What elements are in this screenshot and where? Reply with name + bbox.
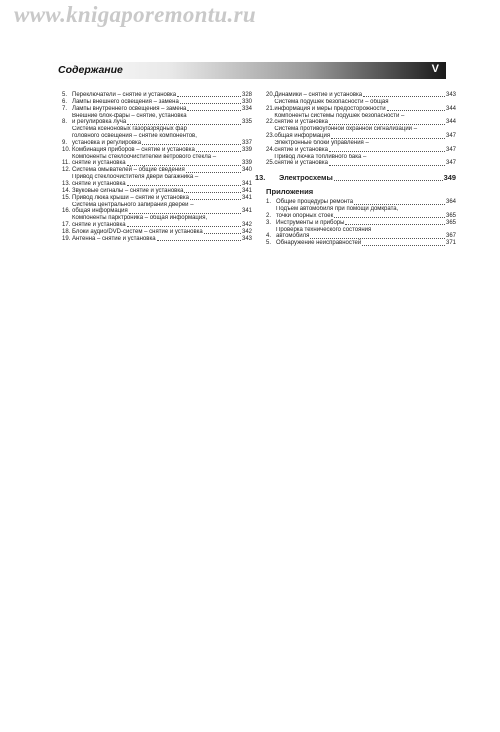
page-roman-number: V [431, 63, 439, 75]
toc-appendix-entries [266, 199, 456, 247]
toc-entry[interactable] [266, 140, 456, 154]
dot-leader [329, 151, 445, 152]
toc-entry[interactable] [62, 154, 252, 168]
entry-title-line: Система центрального запирания дверей – [72, 201, 194, 208]
entry-number: 7. [62, 105, 68, 112]
section-header-bar [51, 62, 446, 79]
entry-page-number: 340 [241, 167, 252, 174]
entry-number: 9. [62, 139, 68, 146]
dot-leader [196, 151, 241, 152]
entry-title-line: общая информация [72, 208, 128, 215]
entry-title-line: Общие процедуры ремонта [276, 199, 354, 206]
toc-entry[interactable] [266, 113, 456, 127]
toc-entry[interactable] [266, 126, 456, 140]
dot-leader [142, 144, 241, 145]
entry-number: 5. [62, 92, 68, 98]
entry-title-line: Внешние блок-фары – снятие, установка [72, 112, 187, 119]
entry-title-line: снятие и установка [72, 160, 126, 167]
entry-page-number: 344 [445, 105, 456, 112]
entry-title-line: снятие и установка [72, 222, 126, 229]
dot-leader [329, 124, 445, 125]
entry-page-number: 328 [241, 92, 252, 98]
entry-title-line: Компоненты системы подушек безопасности – [274, 112, 405, 119]
entry-number: 14. [62, 187, 71, 194]
entry-number: 18. [62, 228, 71, 235]
dot-leader [329, 165, 445, 166]
entry-title-line: автомобиля [276, 233, 310, 240]
entry-title-line: Подъем автомобиля при помощи домкрата, [276, 205, 399, 212]
entry-number: 21. [266, 105, 275, 112]
toc-right-column [255, 92, 456, 247]
entry-page-number: 342 [241, 222, 252, 229]
toc-entry[interactable] [62, 147, 252, 154]
entry-title-line: Антенна – снятие и установка [72, 235, 156, 242]
entry-title-line: Лампы внешнего освещения – замена [72, 98, 179, 105]
entry-page-number: 334 [241, 105, 252, 112]
entry-number: 25. [266, 160, 275, 167]
toc-entry[interactable] [266, 154, 456, 168]
entry-title-line: и регулировка луча [72, 119, 127, 126]
entry-title-line: информация и меры предосторожности [274, 105, 386, 112]
dot-leader [187, 110, 241, 111]
entry-number: 3. [266, 219, 272, 226]
toc-entry[interactable] [266, 99, 456, 113]
dot-leader [204, 233, 241, 234]
dot-leader [310, 238, 445, 239]
toc-right-entries [266, 92, 456, 167]
entry-number: 19. [62, 235, 71, 242]
entry-title-line: снятие и установка [72, 180, 126, 187]
entry-title-line: Переключатели – снятие и установка [72, 92, 177, 98]
toc-entry[interactable] [62, 99, 252, 106]
toc-entry[interactable] [62, 167, 252, 174]
chapter-number: 13. [255, 173, 266, 183]
entry-number: 16. [62, 208, 71, 215]
toc-entry[interactable] [266, 227, 456, 241]
entry-title-line: снятие и установка [274, 160, 328, 167]
entry-title-line: Инструменты и приборы [276, 219, 345, 226]
entry-page-number: 335 [241, 119, 252, 126]
toc-entry[interactable] [266, 206, 456, 220]
appendix-heading: Приложения [266, 187, 314, 197]
entry-title-line: Проверка технического состояния [276, 226, 372, 233]
entry-title-line: точки опорных стоек [276, 212, 334, 219]
dot-leader [127, 165, 241, 166]
entry-page-number: 339 [241, 160, 252, 167]
entry-page-number: 365 [445, 212, 456, 219]
entry-page-number: 341 [241, 187, 252, 194]
dot-leader [180, 103, 241, 104]
entry-page-number: 337 [241, 139, 252, 146]
entry-title-line: Система омывателей – общие сведения [72, 167, 185, 174]
entry-number: 4. [266, 233, 272, 240]
dot-leader [186, 172, 241, 173]
entry-page-number: 342 [241, 228, 252, 235]
entry-title-line: Лампы внутреннего освещения – замена [72, 105, 187, 112]
entry-number: 1. [266, 199, 272, 206]
entry-page-number: 343 [241, 235, 252, 242]
entry-number: 23. [266, 133, 275, 140]
entry-number: 5. [266, 240, 272, 247]
dot-leader [127, 124, 241, 125]
entry-title-line: Система противоугонной охранной сигнализации – [274, 126, 418, 133]
dot-leader [177, 96, 241, 97]
entry-title-line: Динамики – снятие и установка [274, 92, 363, 98]
entry-title-line: Обнаружение неисправностей [276, 240, 362, 247]
toc-entry[interactable] [62, 106, 252, 113]
entry-title-line: Система подушек безопасности – общая [274, 98, 389, 105]
toc-entry[interactable] [62, 202, 252, 216]
toc-entry[interactable] [62, 174, 252, 188]
dot-leader [157, 240, 241, 241]
toc-entry[interactable] [62, 215, 252, 229]
entry-title-line: снятие и установка [274, 119, 328, 126]
entry-title-line: Привод стеклоочистителя двери багажника – [72, 174, 199, 181]
entry-page-number: 341 [241, 208, 252, 215]
page-title: Содержание [58, 64, 123, 76]
toc-entry[interactable] [266, 240, 456, 247]
entry-title-line: Компоненты парктроника – общая информация, [72, 215, 208, 222]
entry-title-line: общая информация [274, 133, 331, 140]
dot-leader [334, 180, 443, 181]
entry-title-line: Система ксеноновых газоразрядных фар [72, 126, 187, 133]
toc-entry[interactable] [62, 126, 252, 147]
entry-title-line: головного освещения – снятие компонентов, [72, 133, 197, 140]
entry-title-line: Привод лючка топливного бака – [274, 153, 367, 160]
dot-leader [362, 245, 445, 246]
entry-page-number: 344 [445, 119, 456, 126]
toc-entry[interactable] [62, 113, 252, 127]
entry-number: 20. [266, 92, 275, 98]
entry-title-line: Блоки аудио/DVD-систем – снятие и установка [72, 228, 203, 235]
entry-title-line: Звуковые сигналы – снятие и установка [72, 187, 184, 194]
entry-title-line: Привод люка крыши – снятие и установка [72, 194, 189, 201]
entry-number: 15. [62, 194, 71, 201]
toc-chapter-entry[interactable] [255, 173, 456, 182]
entry-number: 17. [62, 222, 71, 229]
entry-title-line: Компоненты стеклоочистителей ветрового стекла – [72, 153, 217, 160]
toc-entry[interactable] [62, 92, 252, 99]
dot-leader [387, 110, 445, 111]
chapter-title: Электросхемы [279, 173, 333, 183]
toc-entry[interactable] [266, 220, 456, 227]
entry-number: 22. [266, 119, 275, 126]
entry-page-number: 341 [241, 194, 252, 201]
dot-leader [190, 199, 241, 200]
entry-page-number: 365 [445, 219, 456, 226]
chapter-page-number: 349 [443, 173, 456, 183]
entry-page-number: 347 [445, 146, 456, 153]
dot-leader [184, 192, 241, 193]
entry-page-number: 339 [241, 146, 252, 153]
toc-entry[interactable] [62, 229, 252, 236]
entry-title-line: установка и регулировка [72, 139, 142, 146]
entry-number: 2. [266, 212, 272, 219]
dot-leader [363, 96, 445, 97]
toc-entry[interactable] [62, 188, 252, 195]
dot-leader [334, 217, 445, 218]
toc-entry[interactable] [62, 236, 252, 243]
entry-number: 12. [62, 167, 71, 174]
dot-leader [331, 138, 445, 139]
entry-page-number: 364 [445, 199, 456, 206]
toc-left-column [62, 92, 252, 243]
entry-title-line: снятие и установка [274, 146, 328, 153]
entry-number: 10. [62, 146, 71, 153]
watermark-url: www.knigaporemontu.ru [14, 2, 256, 27]
entry-page-number: 343 [445, 92, 456, 98]
dot-leader [129, 213, 241, 214]
entry-page-number: 347 [445, 160, 456, 167]
entry-page-number: 367 [445, 233, 456, 240]
toc-entry[interactable] [266, 92, 456, 99]
entry-number: 6. [62, 98, 68, 105]
entry-title-line: Электронные блоки управления – [274, 139, 369, 146]
toc-entry[interactable] [62, 195, 252, 202]
dot-leader [127, 185, 241, 186]
toc-entry[interactable] [266, 199, 456, 206]
entry-number: 13. [62, 180, 71, 187]
entry-page-number: 347 [445, 133, 456, 140]
entry-page-number: 371 [445, 240, 456, 247]
entry-number: 24. [266, 146, 275, 153]
entry-page-number: 330 [241, 98, 252, 105]
entry-title-line: Комбинация приборов – снятие и установка [72, 146, 195, 153]
dot-leader [127, 226, 241, 227]
entry-number: 8. [62, 119, 68, 126]
dot-leader [354, 204, 445, 205]
entry-page-number: 341 [241, 180, 252, 187]
entry-number: 11. [62, 160, 70, 167]
dot-leader [345, 224, 445, 225]
